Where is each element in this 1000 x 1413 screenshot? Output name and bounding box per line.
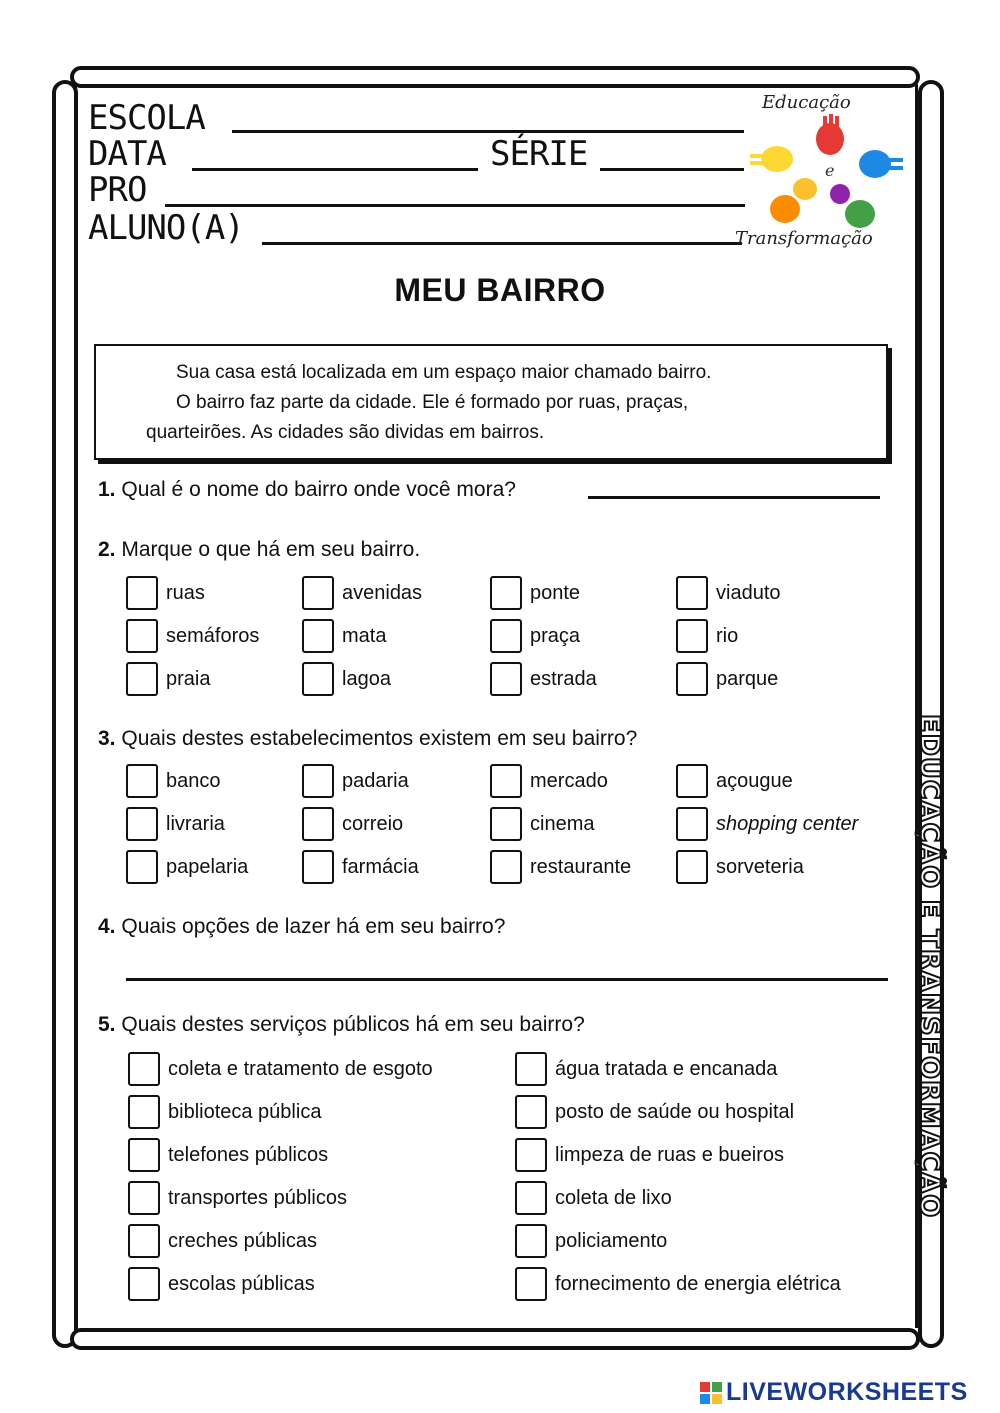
option-item[interactable]: [302, 617, 386, 655]
checkbox[interactable]: [302, 850, 334, 884]
option-item[interactable]: [676, 805, 858, 843]
page-title: MEU BAIRRO: [394, 272, 606, 308]
checkbox[interactable]: [676, 576, 708, 610]
option-item[interactable]: [128, 1222, 317, 1260]
pro-line[interactable]: [165, 204, 745, 207]
serie-line[interactable]: [600, 168, 744, 171]
aluno-label: ALUNO(A): [88, 208, 244, 248]
option-label: ponte: [530, 581, 581, 604]
checkbox[interactable]: [515, 1052, 547, 1086]
intro-line-1: Sua casa está localizada em um espaço maior chamado bairro.: [176, 362, 712, 383]
liveworksheets-text: LIVEWORKSHEETS: [726, 1378, 968, 1406]
option-item[interactable]: [676, 848, 804, 886]
option-item[interactable]: [490, 660, 597, 698]
question-1: [98, 478, 516, 502]
option-item[interactable]: [128, 1179, 347, 1217]
logo: [735, 92, 910, 252]
checkbox[interactable]: [515, 1095, 547, 1129]
question-4-number: 4.: [98, 915, 116, 938]
hand-blue-icon: [859, 150, 903, 178]
question-5: [98, 1013, 585, 1037]
option-label: creches públicas: [168, 1229, 317, 1252]
option-label: policiamento: [555, 1229, 668, 1252]
option-item[interactable]: [515, 1179, 672, 1217]
option-item[interactable]: [515, 1093, 794, 1131]
liveworksheets-icon: [700, 1382, 722, 1404]
option-label: farmácia: [342, 855, 419, 878]
option-item[interactable]: [126, 805, 225, 843]
option-item[interactable]: [676, 574, 781, 612]
escola-line[interactable]: [232, 130, 744, 133]
option-item[interactable]: [126, 574, 205, 612]
side-banner-text: EDUCAÇÃO E TRANSFORMAÇÃO: [914, 714, 945, 1219]
option-label: ruas: [166, 581, 205, 604]
option-label: coleta de lixo: [555, 1186, 672, 1209]
question-4-text: Quais opções de lazer há em seu bairro?: [121, 915, 506, 938]
option-item[interactable]: [676, 617, 738, 655]
escola-label: ESCOLA: [88, 98, 205, 138]
checkbox[interactable]: [490, 662, 522, 696]
hand-orange-icon: [770, 178, 817, 223]
option-label: praça: [530, 624, 581, 647]
checkbox[interactable]: [302, 662, 334, 696]
option-item[interactable]: [302, 660, 391, 698]
intro-line-2: O bairro faz parte da cidade. Ele é formado por ruas, praças,: [176, 392, 689, 413]
option-label: água tratada e encanada: [555, 1057, 778, 1080]
checkbox[interactable]: [128, 1138, 160, 1172]
checkbox[interactable]: [490, 807, 522, 841]
option-item[interactable]: [515, 1222, 667, 1260]
option-item[interactable]: [128, 1050, 433, 1088]
question-4-answer-line[interactable]: [126, 978, 888, 981]
option-label: parque: [716, 667, 779, 690]
checkbox[interactable]: [128, 1181, 160, 1215]
checkbox[interactable]: [676, 764, 708, 798]
option-item[interactable]: [676, 660, 778, 698]
option-label: açougue: [716, 769, 793, 792]
hand-yellow-icon: [750, 146, 793, 172]
question-5-number: 5.: [98, 1013, 116, 1036]
option-label: coleta e tratamento de esgoto: [168, 1057, 433, 1080]
checkbox[interactable]: [302, 764, 334, 798]
checkbox[interactable]: [490, 850, 522, 884]
option-label: shopping center: [716, 812, 859, 835]
question-4: [98, 915, 505, 939]
option-label: escolas públicas: [168, 1272, 315, 1295]
option-item[interactable]: [302, 762, 409, 800]
checkbox[interactable]: [128, 1052, 160, 1086]
option-item[interactable]: [490, 762, 608, 800]
option-item[interactable]: [490, 617, 580, 655]
option-item[interactable]: [302, 805, 403, 843]
option-item[interactable]: [128, 1093, 321, 1131]
option-label: papelaria: [166, 855, 249, 878]
checkbox[interactable]: [515, 1181, 547, 1215]
question-1-answer-line[interactable]: [588, 496, 880, 499]
option-item[interactable]: [126, 762, 221, 800]
option-item[interactable]: [126, 660, 210, 698]
checkbox[interactable]: [128, 1267, 160, 1301]
option-item[interactable]: [515, 1136, 784, 1174]
option-label: mercado: [530, 769, 608, 792]
checkbox[interactable]: [126, 576, 158, 610]
checkbox[interactable]: [676, 662, 708, 696]
checkbox[interactable]: [126, 807, 158, 841]
serie-label: SÉRIE: [490, 134, 588, 174]
data-line[interactable]: [192, 168, 478, 171]
option-label: livraria: [166, 812, 225, 835]
option-item[interactable]: [515, 1050, 777, 1088]
option-label: fornecimento de energia elétrica: [555, 1272, 841, 1295]
option-label: sorveteria: [716, 855, 804, 878]
checkbox[interactable]: [302, 576, 334, 610]
question-3: [98, 727, 637, 751]
option-item[interactable]: [128, 1136, 328, 1174]
question-5-text: Quais destes serviços públicos há em seu bairro?: [121, 1013, 585, 1036]
option-label: estrada: [530, 667, 597, 690]
option-item[interactable]: [126, 848, 248, 886]
checkbox[interactable]: [490, 576, 522, 610]
option-label: telefones públicos: [168, 1143, 329, 1166]
checkbox[interactable]: [490, 619, 522, 653]
checkbox[interactable]: [676, 619, 708, 653]
question-2-text: Marque o que há em seu bairro.: [121, 538, 421, 561]
option-item[interactable]: [302, 574, 422, 612]
liveworksheets-logo[interactable]: [700, 1378, 968, 1407]
checkbox[interactable]: [490, 764, 522, 798]
option-item[interactable]: [302, 848, 419, 886]
question-1-text: Qual é o nome do bairro onde você mora?: [121, 478, 516, 501]
checkbox[interactable]: [126, 764, 158, 798]
intro-box: [94, 344, 888, 460]
checkbox[interactable]: [676, 850, 708, 884]
question-1-number: 1.: [98, 478, 116, 501]
option-label: rio: [716, 624, 739, 647]
option-label: cinema: [530, 812, 595, 835]
checkbox[interactable]: [126, 662, 158, 696]
checkbox[interactable]: [676, 807, 708, 841]
option-label: avenidas: [342, 581, 423, 604]
option-label: lagoa: [342, 667, 391, 690]
option-item[interactable]: [676, 762, 793, 800]
option-label: limpeza de ruas e bueiros: [555, 1143, 785, 1166]
logo-middle-text: e: [825, 161, 835, 180]
logo-top-text: Educação: [762, 92, 851, 113]
frame-bottom-roll: [70, 1328, 920, 1350]
checkbox[interactable]: [126, 850, 158, 884]
option-item[interactable]: [490, 848, 631, 886]
option-label: correio: [342, 812, 404, 835]
option-label: praia: [166, 667, 211, 690]
option-label: transportes públicos: [168, 1186, 347, 1209]
question-3-number: 3.: [98, 727, 116, 750]
option-label: restaurante: [530, 855, 632, 878]
question-2: [98, 538, 420, 562]
hands-icon: [745, 114, 905, 244]
option-item[interactable]: [128, 1265, 315, 1303]
option-label: banco: [166, 769, 221, 792]
logo-bottom-text: Transformação: [735, 228, 873, 249]
checkbox[interactable]: [128, 1095, 160, 1129]
question-3-text: Quais destes estabelecimentos existem em seu bairro?: [121, 727, 638, 750]
intro-line-3: quarteirões. As cidades são dividas em bairros.: [146, 422, 545, 443]
option-item[interactable]: [126, 617, 259, 655]
hand-red-icon: [816, 114, 844, 155]
aluno-line[interactable]: [262, 242, 742, 245]
option-label: mata: [342, 624, 387, 647]
checkbox[interactable]: [302, 807, 334, 841]
checkbox[interactable]: [126, 619, 158, 653]
checkbox[interactable]: [515, 1138, 547, 1172]
option-label: biblioteca pública: [168, 1100, 322, 1123]
checkbox[interactable]: [128, 1224, 160, 1258]
pro-label: PRO: [88, 170, 147, 210]
option-item[interactable]: [490, 574, 580, 612]
option-label: posto de saúde ou hospital: [555, 1100, 795, 1123]
option-label: padaria: [342, 769, 409, 792]
option-label: viaduto: [716, 581, 781, 604]
hand-green-icon: [830, 184, 875, 228]
option-item[interactable]: [515, 1265, 841, 1303]
question-2-number: 2.: [98, 538, 116, 561]
checkbox[interactable]: [515, 1224, 547, 1258]
data-label: DATA: [88, 134, 166, 174]
checkbox[interactable]: [302, 619, 334, 653]
option-label: semáforos: [166, 624, 260, 647]
checkbox[interactable]: [515, 1267, 547, 1301]
option-item[interactable]: [490, 805, 594, 843]
